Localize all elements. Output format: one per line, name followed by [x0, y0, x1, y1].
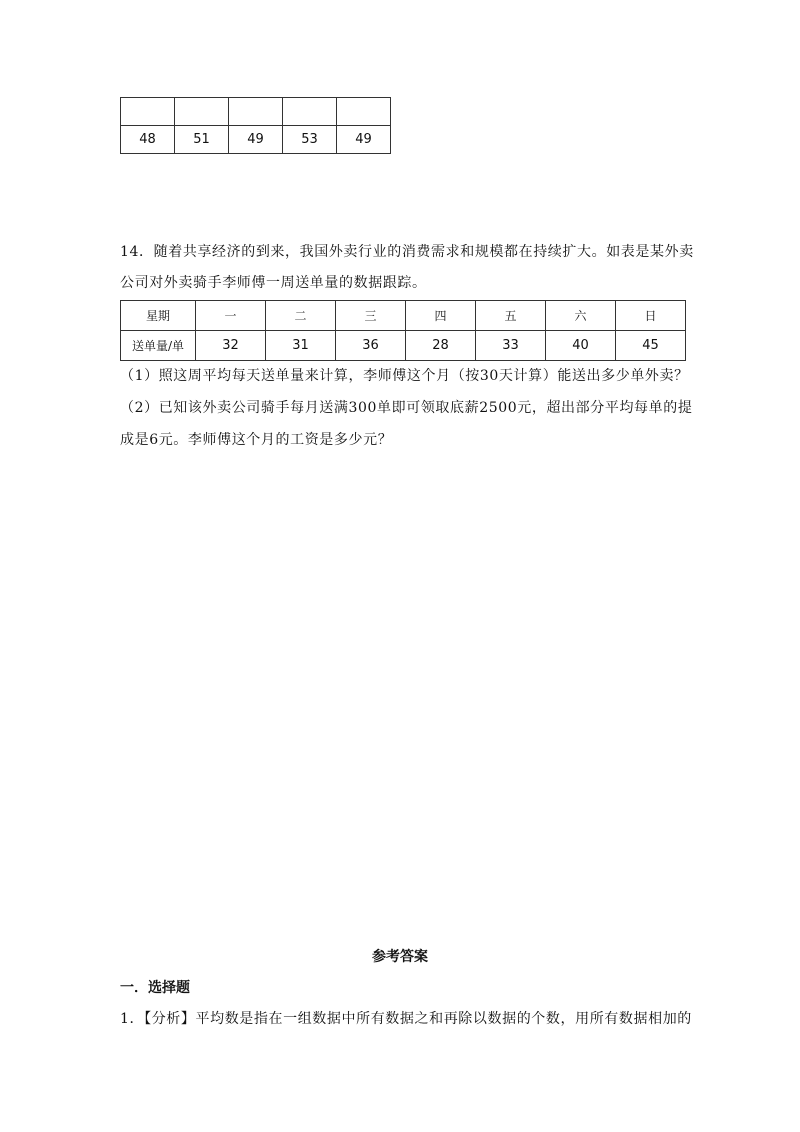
table-cell: 45: [616, 331, 686, 361]
table-row: [121, 98, 391, 126]
table-header-cell: 六: [546, 301, 616, 331]
section-heading: 一．选择题: [120, 980, 190, 996]
table-cell: [175, 98, 229, 126]
table-row: [121, 331, 686, 361]
table-cell: 49: [229, 126, 283, 154]
question-14-text-line-1: 14．随着共享经济的到来，我国外卖行业的消费需求和规模都在持续扩大。如表是某外卖: [120, 244, 694, 260]
table-cell: 32: [196, 331, 266, 361]
table-header-cell: 日: [616, 301, 686, 331]
table-cell: [337, 98, 391, 126]
table-cell: 51: [175, 126, 229, 154]
table-cell: 33: [476, 331, 546, 361]
table-cell: 40: [546, 331, 616, 361]
table-header-cell: 三: [336, 301, 406, 331]
table-row-label: 送单量/单: [121, 331, 196, 361]
table-cell: 36: [336, 331, 406, 361]
table-cell: [283, 98, 337, 126]
table-row: [121, 126, 391, 154]
table-header-cell: 一: [196, 301, 266, 331]
question-14-part-2-line-1: （2）已知该外卖公司骑手每月送满300单即可领取底薪2500元，超出部分平均每单的提: [120, 400, 693, 416]
answer-key-title: 参考答案: [372, 949, 428, 965]
question-14-part-1: （1）照这周平均每天送单量来计算，李师傅这个月（按30天计算）能送出多少单外卖？: [120, 368, 689, 384]
top-data-table: [120, 97, 391, 154]
question-14-part-2-line-2: 成是6元。李师傅这个月的工资是多少元？: [120, 432, 393, 448]
table-cell: 31: [266, 331, 336, 361]
table-cell: 53: [283, 126, 337, 154]
table-cell: 49: [337, 126, 391, 154]
table-header-cell: 二: [266, 301, 336, 331]
weekly-orders-table: [120, 300, 686, 361]
table-header-label: 星期: [121, 301, 196, 331]
table-header-row: [121, 301, 686, 331]
table-cell: [229, 98, 283, 126]
table-header-cell: 五: [476, 301, 546, 331]
table-cell: 48: [121, 126, 175, 154]
table-cell: [121, 98, 175, 126]
answer-1-text: 1．【分析】平均数是指在一组数据中所有数据之和再除以数据的个数，用所有数据相加的: [120, 1011, 692, 1027]
question-14-text-line-2: 公司对外卖骑手李师傅一周送单量的数据跟踪。: [120, 275, 427, 291]
table-cell: 28: [406, 331, 476, 361]
table-header-cell: 四: [406, 301, 476, 331]
